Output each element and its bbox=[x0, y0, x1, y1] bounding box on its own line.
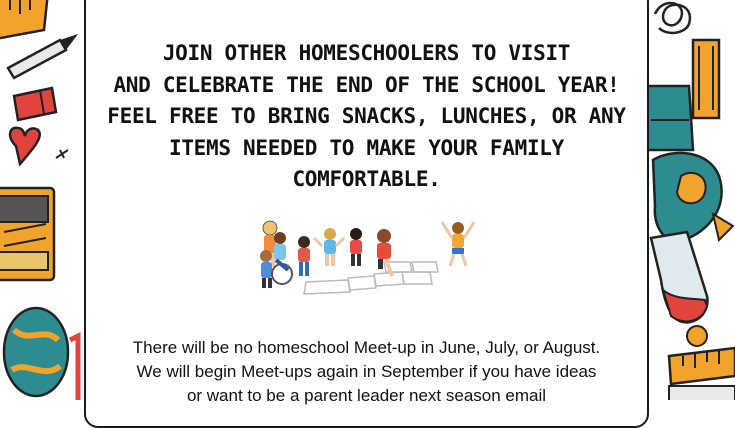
hopscotch-grid bbox=[304, 262, 438, 294]
ruler-icon bbox=[669, 348, 735, 400]
pencil-icon bbox=[8, 34, 78, 78]
pencil-icon bbox=[693, 40, 719, 118]
test-tube-icon bbox=[651, 232, 707, 346]
kids-playing-hopscotch-illustration bbox=[256, 216, 481, 298]
left-decorative-border bbox=[0, 0, 84, 400]
eraser-icon bbox=[14, 88, 56, 120]
pencil-case-icon bbox=[0, 188, 54, 280]
wheelchair-child-figure bbox=[272, 232, 292, 284]
event-headline bbox=[86, 38, 647, 196]
ruler-icon bbox=[0, 0, 48, 40]
headline-line: ITEMS NEEDED TO MAKE YOUR FAMILY bbox=[169, 135, 564, 160]
headline-line: AND CELEBRATE THE END OF THE SCHOOL YEAR! bbox=[113, 72, 620, 97]
jumping-child-figure bbox=[442, 222, 474, 266]
star-doodle-icon bbox=[56, 150, 68, 158]
schedule-notice bbox=[86, 336, 647, 408]
notice-line: There will be no homeschool Meet-up in June, July, or August. bbox=[132, 338, 601, 357]
globe-icon bbox=[4, 308, 78, 400]
headline-line: JOIN OTHER HOMESCHOOLERS TO VISIT bbox=[162, 41, 571, 65]
child-figure bbox=[298, 236, 310, 276]
child-figure bbox=[260, 250, 272, 288]
flyer-card bbox=[84, 0, 649, 428]
scribble-icon bbox=[655, 3, 690, 33]
headline-line: COMFORTABLE. bbox=[292, 167, 441, 191]
child-figure bbox=[314, 228, 344, 266]
child-figure bbox=[350, 228, 362, 266]
backpack-icon bbox=[649, 86, 693, 150]
right-decorative-border bbox=[649, 0, 735, 400]
notice-line: We will begin Meet-ups again in September if you have ideas bbox=[136, 362, 597, 381]
heart-icon bbox=[10, 128, 40, 164]
headline-line: FEEL FREE TO BRING SNACKS, LUNCHES, OR ANY bbox=[107, 104, 626, 128]
child-figure bbox=[377, 229, 392, 276]
notice-line: or want to be a parent leader next season email bbox=[186, 386, 547, 405]
rocket-icon bbox=[653, 153, 733, 241]
